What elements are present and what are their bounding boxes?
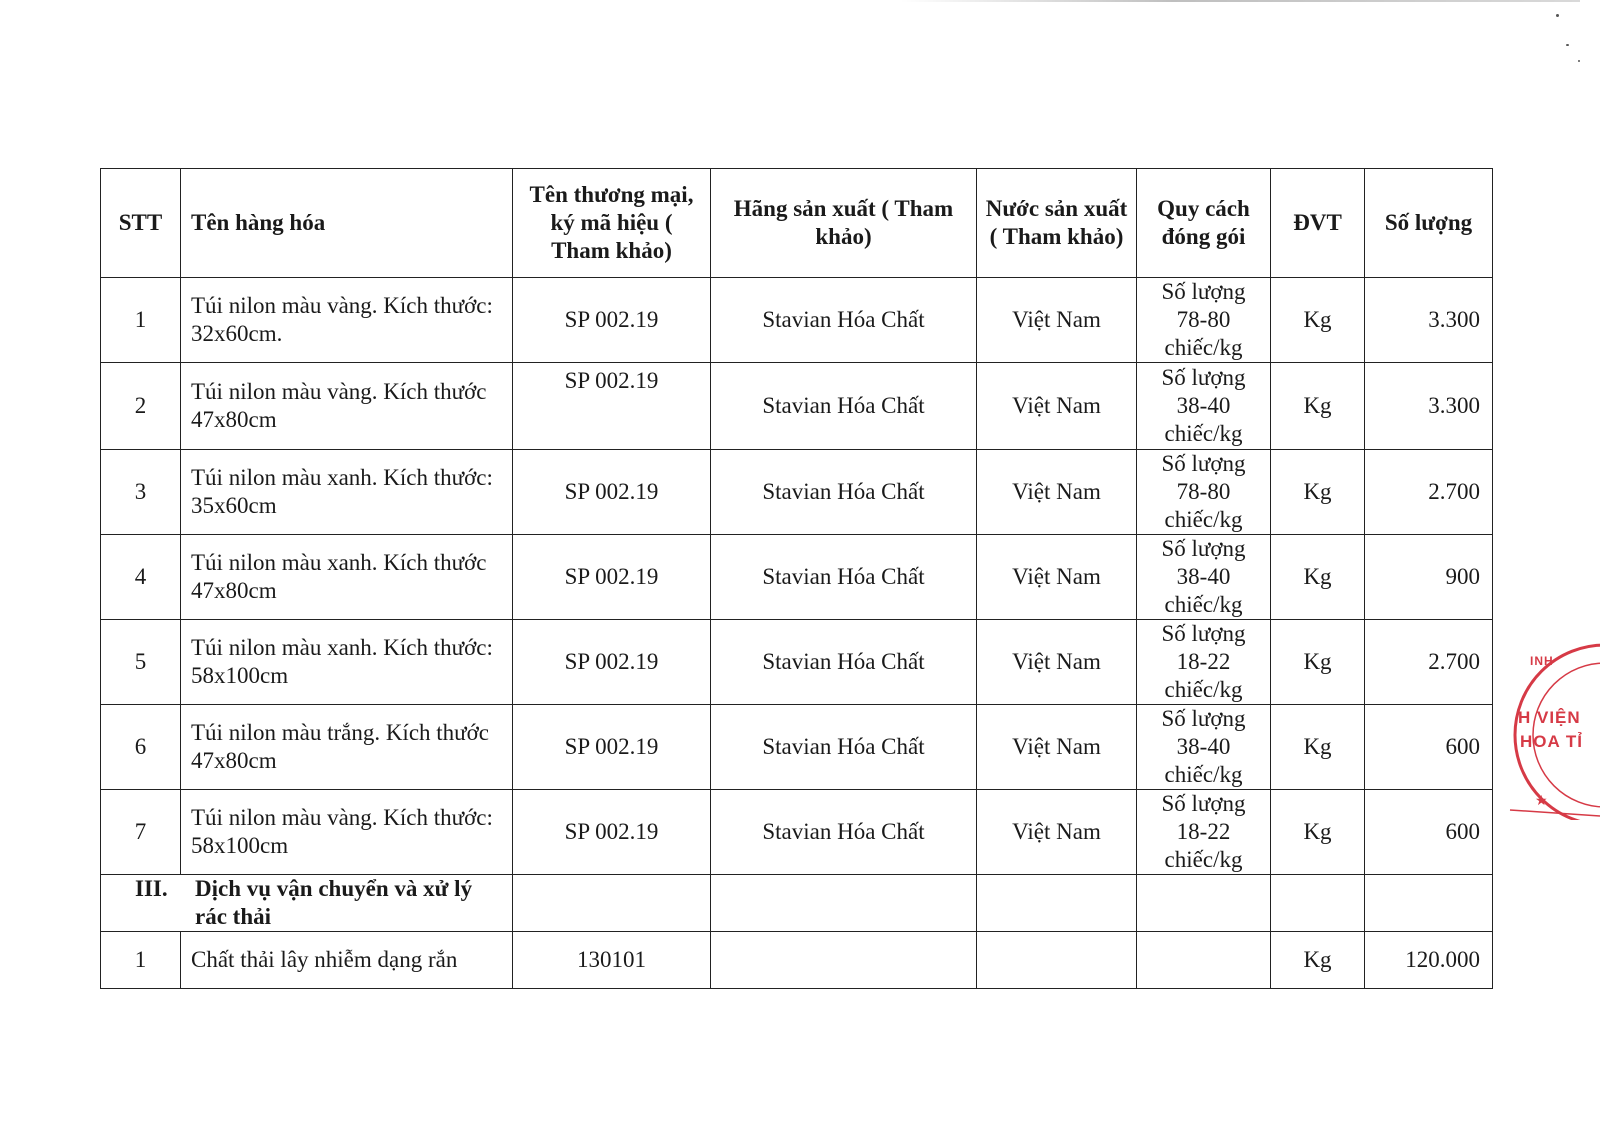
- stamp-text-top: INH: [1530, 654, 1554, 668]
- section-number: III.: [135, 876, 168, 901]
- cell-empty: [977, 932, 1137, 989]
- cell-empty: [1271, 875, 1365, 932]
- cell-name: Túi nilon màu xanh. Kích thước: 58x100cm: [181, 620, 513, 705]
- cell-quantity: 3.300: [1365, 363, 1493, 450]
- header-name: Tên hàng hóa: [181, 169, 513, 278]
- cell-unit: Kg: [1271, 932, 1365, 989]
- table-row: [101, 790, 1493, 875]
- cell-trade-name: SP 002.19: [513, 450, 711, 535]
- cell-empty: [977, 875, 1137, 932]
- scan-speck: [1566, 44, 1569, 46]
- cell-country: Việt Nam: [977, 450, 1137, 535]
- scan-edge-line: [900, 0, 1580, 2]
- cell-trade-name: SP 002.19: [513, 535, 711, 620]
- cell-stt: 6: [101, 705, 181, 790]
- stamp-text-line2: HOA TỈ: [1520, 732, 1583, 751]
- red-seal-stamp: [1500, 640, 1600, 820]
- cell-country: Việt Nam: [977, 278, 1137, 363]
- table-row: [101, 278, 1493, 363]
- cell-name: Túi nilon màu vàng. Kích thước: 32x60cm.: [181, 278, 513, 363]
- cell-stt: 3: [101, 450, 181, 535]
- cell-stt: 7: [101, 790, 181, 875]
- stamp-text-line1: H VIỆN: [1518, 708, 1581, 727]
- cell-trade-name: SP 002.19: [513, 705, 711, 790]
- cell-quantity: 900: [1365, 535, 1493, 620]
- scan-speck: [1556, 14, 1559, 17]
- cell-stt: 2: [101, 363, 181, 450]
- cell-empty: [1365, 875, 1493, 932]
- cell-packing: Số lượng 18-22 chiếc/kg: [1137, 620, 1271, 705]
- cell-stt: 5: [101, 620, 181, 705]
- header-packing: Quy cách đóng gói: [1137, 169, 1271, 278]
- cell-manufacturer: Stavian Hóa Chất: [711, 790, 977, 875]
- cell-country: Việt Nam: [977, 790, 1137, 875]
- cell-name: Túi nilon màu vàng. Kích thước: 58x100cm: [181, 790, 513, 875]
- section-heading: [101, 875, 513, 932]
- cell-manufacturer: Stavian Hóa Chất: [711, 278, 977, 363]
- table-header-row: [101, 169, 1493, 278]
- cell-empty: [711, 875, 977, 932]
- table-row: [101, 932, 1493, 989]
- cell-packing: Số lượng 18-22 chiếc/kg: [1137, 790, 1271, 875]
- cell-unit: Kg: [1271, 278, 1365, 363]
- cell-country: Việt Nam: [977, 620, 1137, 705]
- table-row: [101, 535, 1493, 620]
- cell-unit: Kg: [1271, 450, 1365, 535]
- header-quantity: Số lượng: [1365, 169, 1493, 278]
- cell-country: Việt Nam: [977, 535, 1137, 620]
- cell-trade-name: SP 002.19: [513, 620, 711, 705]
- cell-country: Việt Nam: [977, 363, 1137, 450]
- cell-name: Túi nilon màu xanh. Kích thước 47x80cm: [181, 535, 513, 620]
- cell-packing: Số lượng 78-80 chiếc/kg: [1137, 450, 1271, 535]
- cell-stt: 1: [101, 278, 181, 363]
- header-trade-name: Tên thương mại, ký mã hiệu ( Tham khảo): [513, 169, 711, 278]
- cell-packing: Số lượng 38-40 chiếc/kg: [1137, 705, 1271, 790]
- cell-empty: [1137, 875, 1271, 932]
- cell-unit: Kg: [1271, 535, 1365, 620]
- cell-trade-name: SP 002.19: [513, 363, 711, 450]
- cell-empty: [513, 875, 711, 932]
- cell-manufacturer: Stavian Hóa Chất: [711, 450, 977, 535]
- cell-quantity: 2.700: [1365, 620, 1493, 705]
- table-row: [101, 363, 1493, 450]
- header-manufacturer: Hãng sản xuất ( Tham khảo): [711, 169, 977, 278]
- cell-stt: 4: [101, 535, 181, 620]
- cell-country: Việt Nam: [977, 705, 1137, 790]
- cell-manufacturer: Stavian Hóa Chất: [711, 705, 977, 790]
- cell-quantity: 120.000: [1365, 932, 1493, 989]
- cell-unit: Kg: [1271, 705, 1365, 790]
- cell-manufacturer: Stavian Hóa Chất: [711, 363, 977, 450]
- cell-quantity: 600: [1365, 705, 1493, 790]
- header-stt: STT: [101, 169, 181, 278]
- section-header-row: [101, 875, 1493, 932]
- cell-unit: Kg: [1271, 363, 1365, 450]
- cell-packing: Số lượng 38-40 chiếc/kg: [1137, 535, 1271, 620]
- cell-packing: Số lượng 38-40 chiếc/kg: [1137, 363, 1271, 450]
- cell-trade-name: SP 002.19: [513, 790, 711, 875]
- cell-stt: 1: [101, 932, 181, 989]
- cell-manufacturer: Stavian Hóa Chất: [711, 535, 977, 620]
- table-row: [101, 450, 1493, 535]
- cell-trade-name: SP 002.19: [513, 278, 711, 363]
- cell-name: Túi nilon màu xanh. Kích thước: 35x60cm: [181, 450, 513, 535]
- cell-unit: Kg: [1271, 790, 1365, 875]
- cell-empty: [711, 932, 977, 989]
- cell-manufacturer: Stavian Hóa Chất: [711, 620, 977, 705]
- cell-empty: [1137, 932, 1271, 989]
- stamp-star-icon: ★: [1535, 792, 1549, 808]
- cell-quantity: 3.300: [1365, 278, 1493, 363]
- section-title: Dịch vụ vận chuyển và xử lý rác thải: [195, 876, 473, 929]
- table-row: [101, 620, 1493, 705]
- table-row: [101, 705, 1493, 790]
- cell-name: Túi nilon màu vàng. Kích thước 47x80cm: [181, 363, 513, 450]
- cell-packing: Số lượng 78-80 chiếc/kg: [1137, 278, 1271, 363]
- header-country: Nước sản xuất ( Tham khảo): [977, 169, 1137, 278]
- cell-name: Túi nilon màu trắng. Kích thước 47x80cm: [181, 705, 513, 790]
- cell-name: Chất thải lây nhiễm dạng rắn: [181, 932, 513, 989]
- cell-quantity: 2.700: [1365, 450, 1493, 535]
- scan-speck: [1578, 60, 1580, 62]
- cell-quantity: 600: [1365, 790, 1493, 875]
- cell-trade-name: 130101: [513, 932, 711, 989]
- header-unit: ĐVT: [1271, 169, 1365, 278]
- cell-unit: Kg: [1271, 620, 1365, 705]
- goods-table: [100, 168, 1493, 989]
